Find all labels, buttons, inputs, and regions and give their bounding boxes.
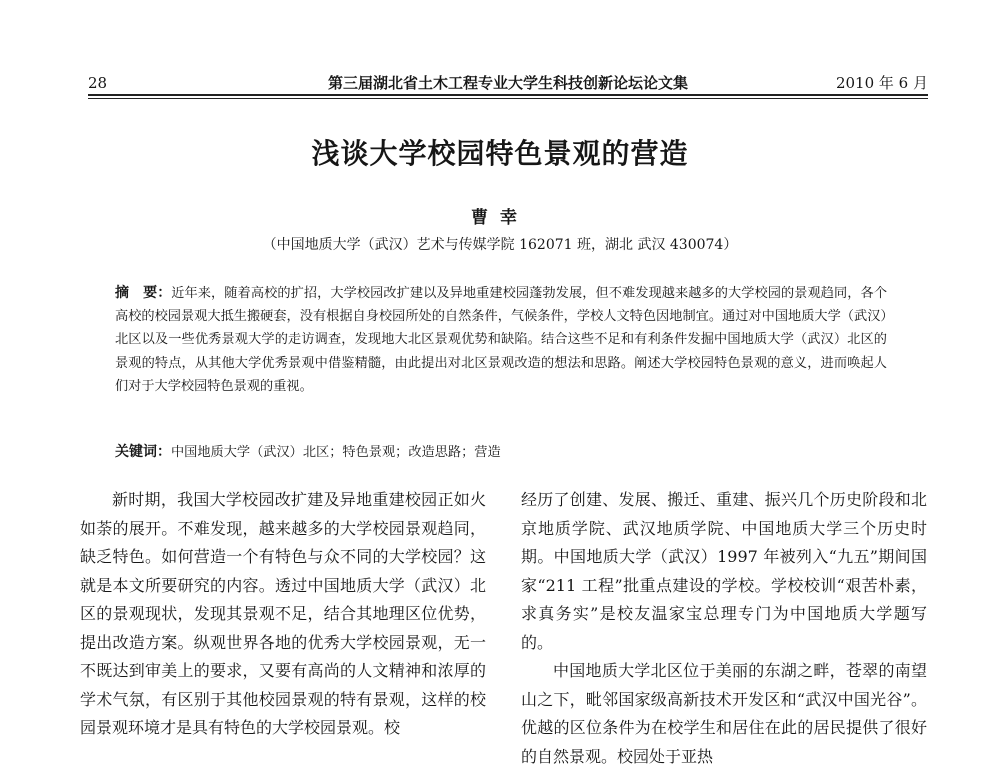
keywords <box>115 441 887 464</box>
author-affiliation: （中国地质大学（武汉）艺术与传媒学院 162071 班，湖北 武汉 430074） <box>262 237 738 253</box>
page-header <box>88 62 928 94</box>
header-rule-thin <box>88 98 928 99</box>
body-paragraph: 经历了创建、发展、搬迁、重建、振兴几个历史阶段和北京地质学院、武汉地质学院、中国地质大学三个历史时期。中国地质大学（武汉）1997 年被列入“九五”期间国家“211 工程”批重点建设的学校。学校校训“艰苦朴素，求真务实”是校友温家宝总理专门为中国地质大学题写的。 <box>521 490 927 652</box>
body-column-left <box>80 486 486 743</box>
body-paragraph: 中国地质大学北区位于美丽的东湖之畔，苍翠的南望山之下，毗邻国家级高新技术开发区和“武汉中国光谷”。优越的区位条件为在校学生和居住在此的居民提供了很好的自然景观。校园处于亚热 <box>521 661 927 766</box>
publication-date: 2010 年 6 月 <box>835 74 928 92</box>
keywords-text: 中国地质大学（武汉）北区；特色景观；改造思路；营造 <box>171 445 501 460</box>
author-name: 曹幸 <box>471 208 529 228</box>
header-rule <box>88 94 928 96</box>
body-column-right <box>521 486 927 771</box>
keywords-label: 关键词： <box>115 444 171 460</box>
article-title: 浅谈大学校园特色景观的营造 <box>311 137 689 170</box>
body-paragraph: 新时期，我国大学校园改扩建及异地重建校园正如火如荼的展开。不难发现，越来越多的大学校园景观趋同，缺乏特色。如何营造一个有特色与众不同的大学校园？这就是本文所要研究的内容。透过中国地质大学（武汉）北区的景观现状，发现其景观不足，结合其地理区位优势，提出改造方案。纵观世界各地的优秀大学校园景观，无一不既达到审美上的要求，又要有高尚的人文精神和浓厚的学术气氛，有区别于其他校园景观的特有景观，这样的校园景观环境才是具有特色的大学校园景观。校 <box>80 490 486 737</box>
abstract-text: 近年来，随着高校的扩招，大学校园改扩建以及异地重建校园蓬勃发展，但不难发现越来越多的大学校园的景观趋同，各个高校的校园景观大抵生搬硬套，没有根据自身校园所处的自然条件，气候条件，学校人文特色因地制宜。通过对中国地质大学（武汉）北区以及一些优秀景观大学的走访调查，发现地大北区景观优势和缺陷。结合这些不足和有利条件发掘中国地质大学（武汉）北区的景观的特点，从其他大学优秀景观中借鉴精髓，由此提出对北区景观改造的想法和思路。阐述大学校园特色景观的意义，进而唤起人们对于大学校园特色景观的重视。 <box>115 286 888 394</box>
page-number: 28 <box>88 74 108 92</box>
journal-title: 第三届湖北省土木工程专业大学生科技创新论坛论文集 <box>327 74 688 92</box>
abstract-label: 摘 要： <box>115 285 172 301</box>
abstract <box>115 282 887 398</box>
